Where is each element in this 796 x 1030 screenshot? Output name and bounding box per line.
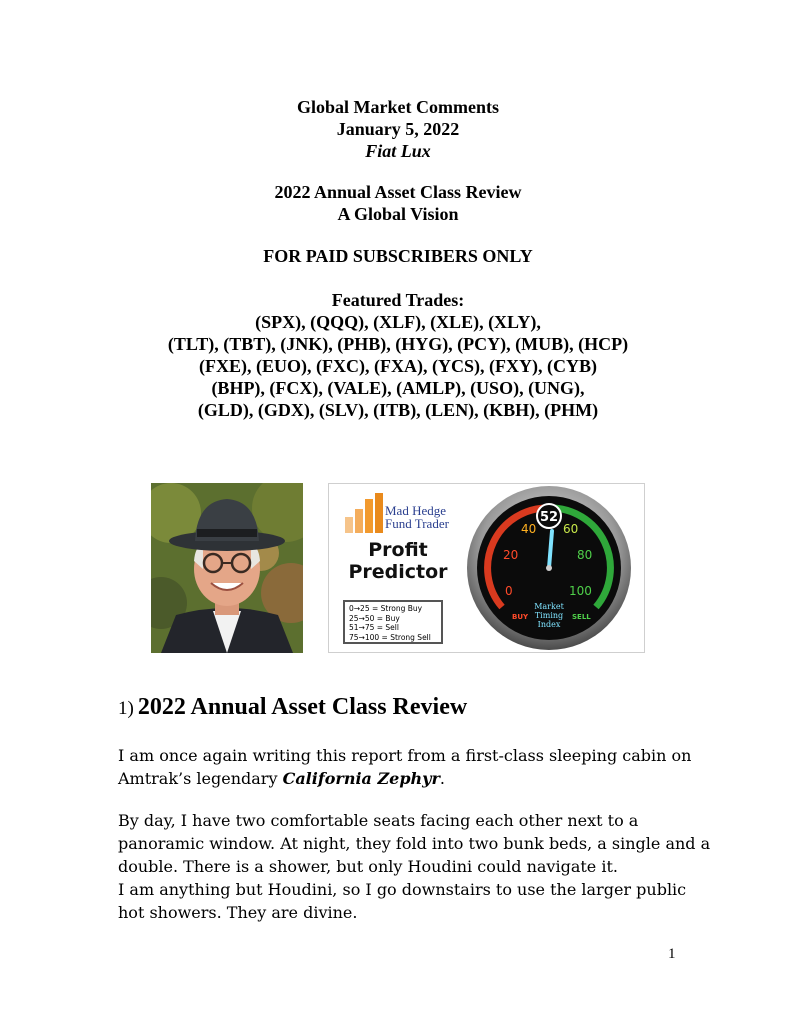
author-photo: [151, 483, 303, 653]
market-timing-gauge: [465, 485, 633, 651]
review-title: 2022 Annual Asset Class Review: [274, 182, 522, 202]
paragraph: [118, 809, 710, 924]
text-run: .: [439, 769, 445, 788]
brand-name: Mad Hedge Fund Trader: [385, 503, 449, 531]
gauge-sell-label: SELL: [572, 613, 591, 621]
trades-line: (TLT), (TBT), (JNK), (PHB), (HYG), (PCY), (MUB), (HCP): [167, 334, 629, 354]
trades-line: (GLD), (GDX), (SLV), (ITB), (LEN), (KBH), (PHM): [197, 400, 599, 420]
profit-predictor-banner: [328, 483, 645, 653]
featured-trades: [0, 289, 796, 421]
gauge-label: Timing: [534, 611, 564, 620]
trades-line: (SPX), (QQQ), (XLF), (XLE), (XLY),: [255, 312, 541, 332]
paragraph-line: By day, I have two comfortable seats facing each other next to a: [118, 811, 639, 830]
product-name: Profit Predictor: [348, 539, 448, 583]
paragraph-line: I am once again writing this report from a first-class sleeping cabin on: [118, 746, 692, 765]
gauge-buy-label: BUY: [512, 613, 529, 621]
paragraph-line: panoramic window. At night, they fold into two bunk beds, a single and a: [118, 834, 711, 853]
gauge-tick: 60: [563, 522, 579, 536]
document-header: [0, 96, 796, 162]
gauge-label: Market: [534, 602, 564, 611]
paragraph-line: double. There is a shower, but only Houdini could navigate it.: [118, 857, 618, 876]
paragraph-line: I am anything but Houdini, so I go downstairs to use the larger public: [118, 880, 687, 899]
section-number: 1): [118, 698, 134, 719]
tagline: Fiat Lux: [365, 141, 431, 161]
trades-line: (BHP), (FCX), (VALE), (AMLP), (USO), (UNG),: [211, 378, 585, 398]
publication-date: January 5, 2022: [336, 119, 460, 139]
train-name: California Zephyr: [282, 769, 440, 788]
publication-title: Global Market Comments: [297, 97, 499, 117]
signal-scale-legend: [343, 600, 443, 644]
gauge-tick: 100: [569, 584, 592, 598]
page-number: 1: [668, 946, 676, 962]
section-heading: [118, 694, 467, 721]
featured-trades-label: Featured Trades:: [331, 290, 465, 310]
trades-line: (FXE), (EUO), (FXC), (FXA), (YCS), (FXY), (CYB): [199, 356, 597, 376]
subscriber-notice: [0, 245, 796, 267]
notice-text: FOR PAID SUBSCRIBERS ONLY: [263, 246, 533, 266]
text-run: Amtrak’s legendary: [118, 769, 283, 788]
gauge-label: Index: [537, 620, 561, 629]
review-subtitle: A Global Vision: [337, 204, 459, 224]
scale-row: 25→50 = Buy: [349, 613, 400, 623]
scale-row: 75→100 = Strong Sell: [349, 632, 431, 642]
paragraph: [118, 744, 691, 790]
paragraph-line: hot showers. They are divine.: [118, 903, 358, 922]
scale-row: 0→25 = Strong Buy: [349, 604, 423, 613]
gauge-value: 52: [539, 510, 559, 525]
gauge-tick: 40: [521, 522, 537, 536]
scale-row: 51→75 = Sell: [349, 623, 399, 632]
gauge-tick: 80: [577, 548, 593, 562]
section-title: 2022 Annual Asset Class Review: [137, 694, 468, 720]
paragraph-line: [118, 767, 691, 790]
review-heading: [0, 181, 796, 225]
gauge-tick: 0: [505, 584, 513, 598]
brand-logo-icon: [345, 493, 383, 533]
gauge-tick: 20: [503, 548, 519, 562]
